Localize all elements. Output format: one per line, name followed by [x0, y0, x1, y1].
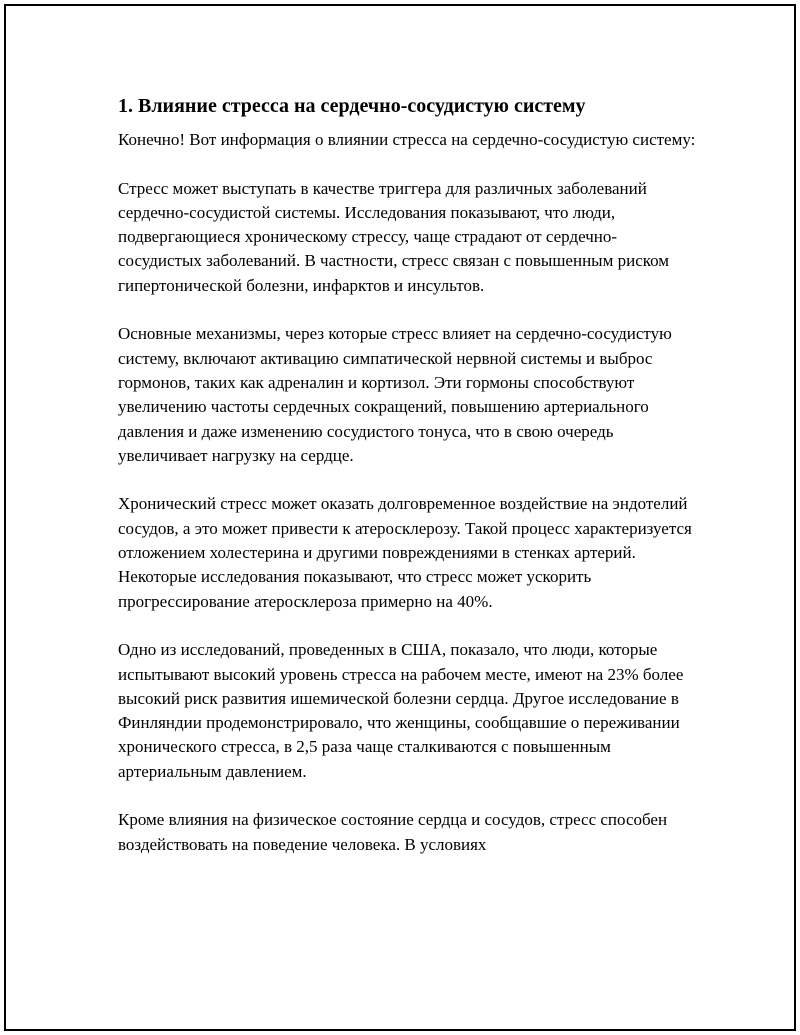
paragraph-chronic-stress: Хронический стресс может оказать долговременное воздействие на эндотелий сосудов, а это может привести к атеросклерозу. Такой процесс характеризуется отложением холестерина и другими повреждениями в стенках артерий. Некоторые исследования показывают, что стресс может ускорить прогрессирование атеросклероза примерно на 40%.: [118, 494, 692, 611]
section-heading: 1. Влияние стресса на сердечно-сосудистую систему: [118, 95, 586, 117]
paragraph-intro: Конечно! Вот информация о влиянии стресса на сердечно-сосудистую систему:: [118, 130, 696, 149]
paragraph-behavior: Кроме влияния на физическое состояние сердца и сосудов, стресс способен воздействовать на поведение человека. В условиях: [118, 810, 668, 854]
document-body: [118, 92, 698, 881]
paragraph-studies: Одно из исследований, проведенных в США, показало, что люди, которые испытывают высокий уровень стресса на рабочем месте, имеют на 23% более высокий риск развития ишемической болезни сердца. Другое исследование в Финляндии продемонстрировало, что женщины, сообщавшие о переживании хронического стресса, в 2,5 раза чаще сталкиваются с повышенным артериальным давлением.: [118, 640, 684, 781]
paragraph-mechanisms: Основные механизмы, через которые стресс влияет на сердечно-сосудистую систему, включают активацию симпатической нервной системы и выброс гормонов, таких как адреналин и кортизол. Эти гормоны способствуют увеличению частоты сердечных сокращений, повышению артериального давления и даже изменению сосудистого тонуса, что в свою очередь увеличивает нагрузку на сердце.: [118, 324, 672, 465]
paragraph-trigger: Стресс может выступать в качестве триггера для различных заболеваний сердечно-сосудистой системы. Исследования показывают, что люди, подвергающиеся хроническому стрессу, чаще страдают от сердечно-сосудистых заболеваний. В частности, стресс связан с повышенным риском гипертонической болезни, инфарктов и инсультов.: [118, 178, 670, 295]
